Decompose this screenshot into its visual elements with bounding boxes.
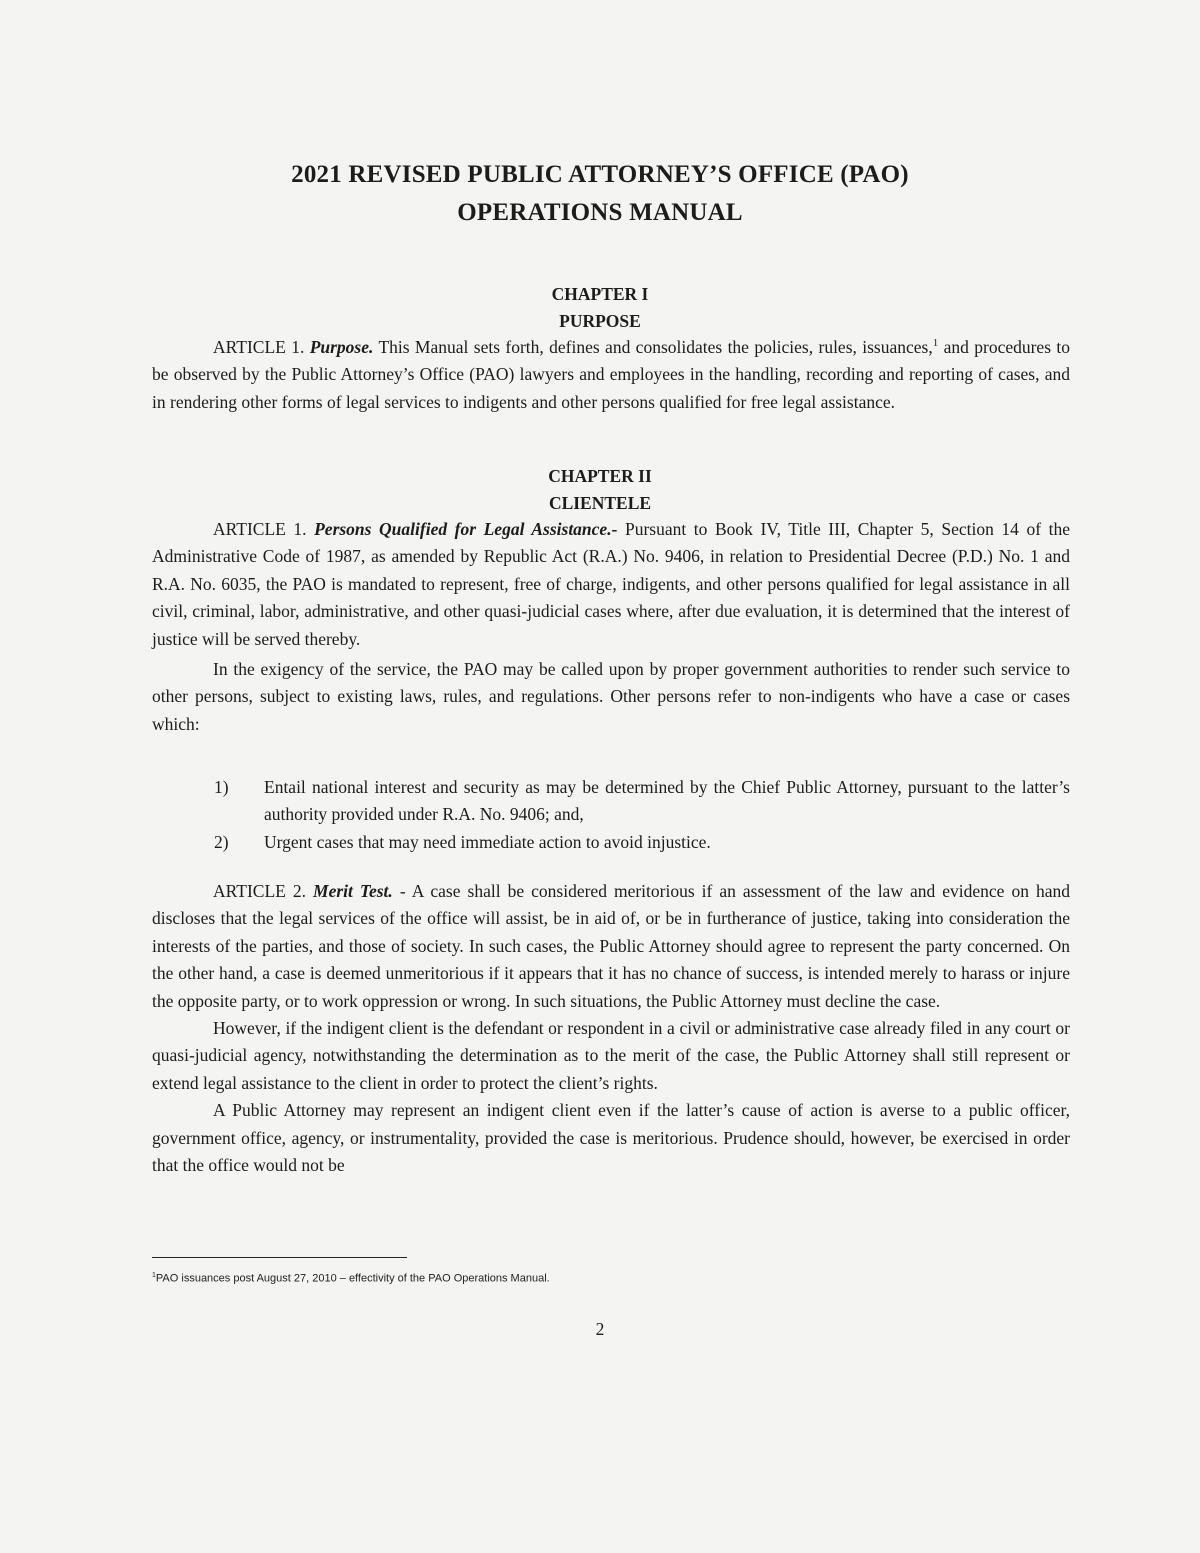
article-title: Merit Test. — [313, 881, 393, 901]
document-title-line-2: OPERATIONS MANUAL — [457, 199, 743, 226]
document-title-line-1: 2021 REVISED PUBLIC ATTORNEY’S OFFICE (PAO) — [291, 161, 909, 188]
footnote-marker: 1 — [152, 1272, 156, 1279]
article-label: ARTICLE 1. — [213, 519, 307, 539]
article-paragraph: In the exigency of the service, the PAO may be called upon by proper government authorities to render such service to other persons, subject to existing laws, rules, and regulations. Other persons refer to non-indigents who have a case or cases which: — [152, 659, 1070, 734]
article-text: This Manual sets forth, defines and consolidates the policies, rules, issuances, — [378, 337, 933, 357]
footnote-reference: 1 — [932, 337, 939, 350]
article-text: - A case shall be considered meritorious if an assessment of the law and evidence on hand discloses that the legal services of the office will assist, be in aid of, or be in furtherance of justice, taking into consideration the interests of the parties, and those of society. In such cases, the Public Attorney should agree to represent the party concerned. On the other hand, a case is deemed unmeritorious if it appears that it has no chance of success, is intended merely to harass or injure the opposite party, or to work oppression or wrong. In such situations, the Public Attorney must decline the case. — [152, 881, 1071, 1011]
article-paragraph — [152, 878, 1070, 1015]
chapter-1-name: PURPOSE — [559, 311, 641, 331]
chapter-1-article-1 — [152, 334, 1070, 416]
article-title: Persons Qualified for Legal Assistance.- — [314, 519, 618, 539]
article-paragraph — [152, 334, 1070, 416]
article-label: ARTICLE 1. — [213, 337, 305, 357]
article-paragraph: A Public Attorney may represent an indigent client even if the latter’s cause of action is averse to a public officer, government office, agency, or instrumentality, provided the case is meritorious. Prudence should, however, be exercised in order that the office would not be — [152, 1100, 1070, 1176]
footnote-text: PAO issuances post August 27, 2010 – effectivity of the PAO Operations Manual. — [155, 1272, 550, 1285]
list-item-number: 1) — [214, 777, 229, 797]
list-item — [152, 829, 1070, 856]
article-text-continued: and procedures to be observed by the Public Attorney’s Office (PAO) lawyers and employees in the handling, recording and reporting of cases, and in rendering other forms of legal services to indigents and other persons qualified for free legal assistance. — [152, 337, 1070, 412]
chapter-2-name: CLIENTELE — [548, 493, 652, 513]
page-number: 2 — [595, 1319, 605, 1339]
chapter-1-heading — [0, 281, 1200, 335]
article-paragraph — [152, 516, 1070, 653]
chapter-2-number: CHAPTER II — [548, 466, 652, 486]
article-text: Pursuant to Book IV, Title III, Chapter 5, Section 14 of the Administrative Code of 1987, as amended by Republic Act (R.A.) No. 9406, in relation to Presidential Decree (P.D.) No. 1 and R.A. No. 6035, the PAO is mandated to represent, free of charge, indigents, and other persons qualified for legal assistance in all civil, criminal, labor, administrative, and other quasi-judicial cases where, after due evaluation, it is determined that the interest of justice will be served thereby. — [152, 519, 1071, 649]
article-title: Purpose. — [309, 337, 374, 357]
footnote-divider — [152, 1257, 407, 1258]
list-item-text: Entail national interest and security as may be determined by the Chief Public Attorney, pursuant to the latter’s authority provided under R.A. No. 9406; and, — [264, 777, 1070, 825]
list-item-number: 2) — [214, 831, 229, 852]
article-paragraph: However, if the indigent client is the defendant or respondent in a civil or administrative case already filed in any court or quasi-judicial agency, notwithstanding the determination as to the merit of the case, the Public Attorney shall still represent or extend legal assistance to the client in order to protect the client’s rights. — [152, 1018, 1070, 1093]
document-title — [0, 156, 1200, 232]
list-item — [152, 774, 1070, 829]
footnote — [152, 1268, 550, 1287]
chapter-1-number: CHAPTER I — [551, 284, 649, 304]
chapter-2-heading — [0, 463, 1200, 517]
article-label: ARTICLE 2. — [213, 881, 306, 901]
chapter-2-article-1 — [152, 516, 1070, 738]
list-item-text: Urgent cases that may need immediate action to avoid injustice. — [264, 831, 711, 852]
chapter-2-article-2 — [152, 878, 1070, 1179]
qualified-cases-list — [152, 774, 1070, 856]
